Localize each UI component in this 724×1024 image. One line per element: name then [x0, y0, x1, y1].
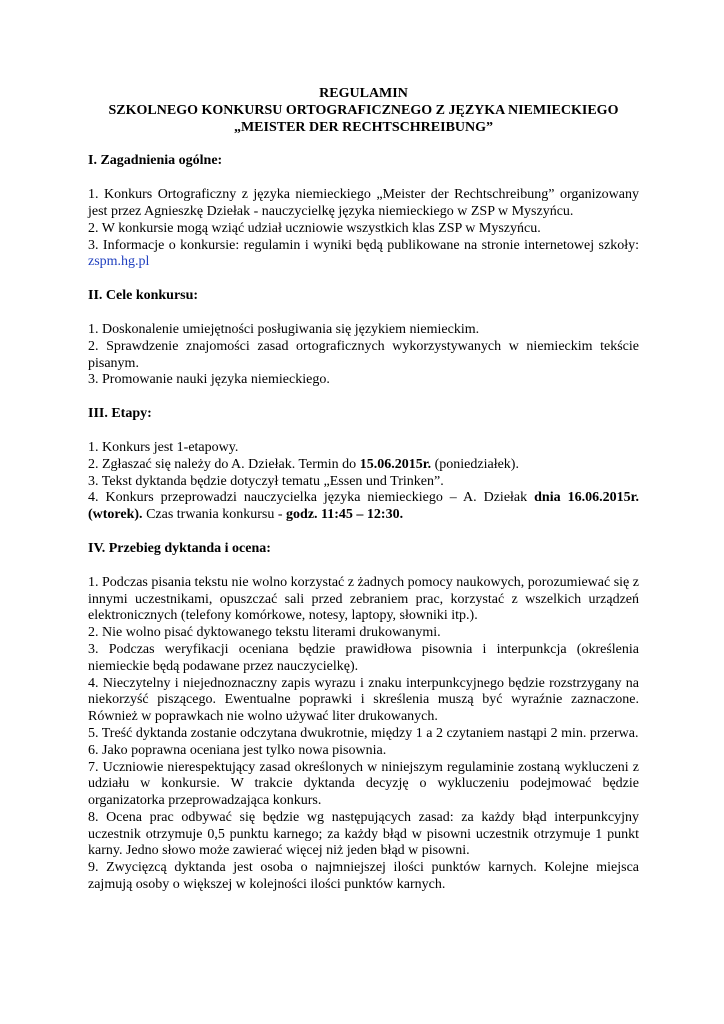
section-4-item-7: 7. Uczniowie nierespektujący zasad określonych w niniejszym regulaminie zostaną wykluczeni z udziału w konkursie. W trakcie dyktanda decyzję o wykluczeniu podejmować będzie organizatorka przeprowadzająca konkurs. — [88, 759, 639, 809]
section-4-item-6: 6. Jako poprawna oceniana jest tylko nowa pisownia. — [88, 742, 387, 758]
title-line-2: SZKOLNEGO KONKURSU ORTOGRAFICZNEGO Z JĘZYKA NIEMIECKIEGO — [108, 102, 619, 118]
section-2-heading: II. Cele konkursu: — [88, 288, 199, 304]
section-1-item-3-text: 3. Informacje o konkursie: regulamin i wyniki będą publikowane na stronie internetowej szkoły: — [88, 237, 639, 253]
section-2-item-3: 3. Promowanie nauki języka niemieckiego. — [88, 372, 330, 388]
section-4-heading: IV. Przebieg dyktanda i ocena: — [88, 540, 271, 556]
section-4-item-2: 2. Nie wolno pisać dyktowanego tekstu literami drukowanymi. — [88, 625, 441, 641]
section-3-item-4-duration-label: Czas trwania konkursu - — [142, 507, 287, 523]
document-body — [88, 86, 639, 894]
section-3-item-2-day: (poniedziałek). — [431, 456, 519, 472]
section-2-item-1: 1. Doskonalenie umiejętności posługiwania się językiem niemieckim. — [88, 321, 480, 337]
section-3-heading: III. Etapy: — [88, 406, 152, 422]
section-3-item-2 — [88, 457, 639, 474]
section-3-item-2-text: 2. Zgłaszać się należy do A. Dziełak. Termin do — [88, 456, 360, 472]
contest-date: dnia 16.06.2015r. (wtorek). — [88, 490, 639, 523]
registration-deadline: 15.06.2015r. — [359, 456, 432, 472]
section-4-item-5: 5. Treść dyktanda zostanie odczytana dwukrotnie, między 1 a 2 czytaniem nastąpi 2 min. przerwa. — [88, 725, 639, 741]
title-line-3: „MEISTER DER RECHTSCHREIBUNG” — [233, 119, 494, 135]
section-1-item-1: 1. Konkurs Ortograficzny z języka niemieckiego „Meister der Rechtschreibung” organizowany jest przez Agnieszkę Dziełak - nauczycielkę języka niemieckiego w ZSP w Myszyńcu. — [88, 187, 639, 219]
section-4-item-8: 8. Ocena prac odbywać się będzie wg następujących zasad: za każdy błąd interpunkcyjny uczestnik otrzymuje 0,5 punktu karnego; za każdy błąd w pisowni uczestnik otrzymuje 1 punkt karny. Jedno słowo może zawierać więcej niż jeden błąd w pisowni. — [88, 809, 639, 859]
school-website-link[interactable]: zspm.hg.pl — [88, 254, 150, 270]
section-4-item-4: 4. Nieczytelny i niejednoznaczny zapis wyrazu i znaku interpunkcyjnego będzie rozstrzygany na niekorzyść piszącego. Ewentualne poprawki i skreślenia muszą być wyraźnie zaznaczone. Również w poprawkach nie wolno używać liter drukowanych. — [88, 675, 639, 725]
section-1-item-3 — [88, 238, 639, 272]
document-title — [88, 86, 639, 136]
section-3-item-4 — [88, 490, 639, 524]
section-1-heading: I. Zagadnienia ogólne: — [88, 153, 223, 169]
section-4-item-1: 1. Podczas pisania tekstu nie wolno korzystać z żadnych pomocy naukowych, porozumiewać się z innymi uczestnikami, opuszczać sali przed zebraniem prac, korzystać z wszelkich urządzeń elektronicznych (telefony komórkowe, notesy, laptopy, słowniki itp.). — [88, 574, 639, 624]
contest-time: godz. 11:45 – 12:30. — [286, 507, 404, 523]
section-1-item-2: 2. W konkursie mogą wziąć udział uczniowie wszystkich klas ZSP w Myszyńcu. — [88, 220, 541, 236]
section-3-item-3: 3. Tekst dyktanda będzie dotyczył tematu „Essen und Trinken”. — [88, 473, 444, 489]
section-3-item-4-text: 4. Konkurs przeprowadzi nauczycielka języka niemieckiego – A. Dziełak — [88, 490, 535, 506]
section-2-item-2: 2. Sprawdzenie znajomości zasad ortograficznych wykorzystywanych w niemieckim tekście pisanym. — [88, 338, 639, 371]
section-4-item-9: 9. Zwycięzcą dyktanda jest osoba o najmniejszej ilości punktów karnych. Kolejne miejsca zajmują osoby o większej w kolejności ilości punktów karnych. — [88, 860, 639, 893]
title-line-1: REGULAMIN — [319, 86, 408, 101]
section-3-item-1: 1. Konkurs jest 1-etapowy. — [88, 439, 239, 455]
section-4-item-3: 3. Podczas weryfikacji oceniana będzie prawidłowa pisownia i interpunkcja (określenia niemieckie będą podawane przez nauczycielkę). — [88, 641, 639, 674]
